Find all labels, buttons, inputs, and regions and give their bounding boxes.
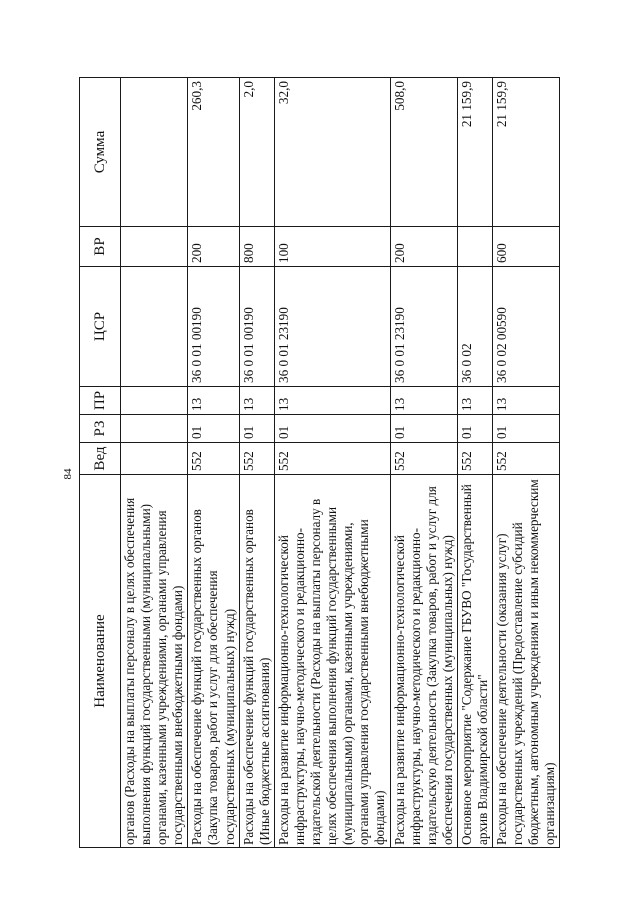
row-vr: 200 — [188, 227, 239, 267]
row-name: Расходы на развитие информационно-технологической инфраструктуры, научно-методического и редакционно-издательской деятельности (Расходы на выплаты персоналу в целях обеспечения выполнения функций государственными (муниципальными) органами, казенными учреждениями, органами управления государственными внебюджетными фондами) — [274, 475, 390, 848]
row-rz: 01 — [239, 415, 274, 443]
row-sum: 260,3 — [188, 78, 239, 227]
row-rz: 01 — [188, 415, 239, 443]
row-rz: 01 — [457, 415, 492, 443]
row-csr: 36 0 02 — [457, 267, 492, 387]
row-ved — [121, 443, 188, 475]
header-name: Наименование — [80, 475, 121, 848]
row-name: Расходы на обеспечение функций государственных органов (Закупка товаров, работ и услуг для обеспечения государственных (муниципальных) нужд) — [188, 475, 239, 848]
row-pr: 13 — [457, 387, 492, 415]
row-ved: 552 — [457, 443, 492, 475]
row-vr — [457, 227, 492, 267]
row-csr: 36 0 01 23190 — [390, 267, 457, 387]
row-ved: 552 — [390, 443, 457, 475]
row-sum: 21 159,9 — [457, 78, 492, 227]
row-name: Расходы на развитие информационно-технологической инфраструктуры, научно-методического и редакционно-издательскую деятельность (Закупка товаров, работ и услуг для обеспечения государственных (муниципальных) нужд) — [390, 475, 457, 848]
row-pr: 13 — [493, 387, 560, 415]
row-csr: 36 0 01 23190 — [274, 267, 390, 387]
row-sum: 21 159,9 — [493, 78, 560, 227]
table-row — [274, 78, 390, 848]
row-vr: 600 — [493, 227, 560, 267]
table-row — [239, 78, 274, 848]
row-ved: 552 — [493, 443, 560, 475]
row-rz: 01 — [274, 415, 390, 443]
row-name: Основное мероприятие "Содержание ГБУВО "Государственный архив Владимирской области" — [457, 475, 492, 848]
table-row — [390, 78, 457, 848]
rotated-page — [79, 78, 604, 848]
row-pr: 13 — [274, 387, 390, 415]
table-row — [188, 78, 239, 848]
row-pr: 13 — [239, 387, 274, 415]
row-pr: 13 — [390, 387, 457, 415]
row-sum — [121, 78, 188, 227]
row-ved: 552 — [274, 443, 390, 475]
table-row — [457, 78, 492, 848]
row-csr — [121, 267, 188, 387]
header-pr: ПР — [80, 387, 121, 415]
header-csr: ЦСР — [80, 267, 121, 387]
row-pr — [121, 387, 188, 415]
row-rz — [121, 415, 188, 443]
header-vr: ВР — [80, 227, 121, 267]
header-row — [80, 78, 121, 848]
row-csr: 36 0 01 00190 — [188, 267, 239, 387]
row-sum: 2,0 — [239, 78, 274, 227]
row-ved: 552 — [239, 443, 274, 475]
row-csr: 36 0 02 00590 — [493, 267, 560, 387]
row-sum: 32,0 — [274, 78, 390, 227]
table-row — [493, 78, 560, 848]
row-sum: 508,0 — [390, 78, 457, 227]
page-number: 84 — [62, 468, 74, 480]
row-vr — [121, 227, 188, 267]
row-name: Расходы на обеспечение деятельности (оказания услуг) государственных учреждений (Предоставление субсидий бюджетным, автономным учреждениям и иным некоммерческим организациям) — [493, 475, 560, 848]
row-rz: 01 — [493, 415, 560, 443]
table-row — [121, 78, 188, 848]
row-vr: 800 — [239, 227, 274, 267]
header-sum: Сумма — [80, 78, 121, 227]
row-vr: 200 — [390, 227, 457, 267]
row-vr: 100 — [274, 227, 390, 267]
header-ved: Вед — [80, 443, 121, 475]
row-name: Расходы на обеспечение функций государственных органов (Иные бюджетные ассигнования) — [239, 475, 274, 848]
row-ved: 552 — [188, 443, 239, 475]
header-rz: РЗ — [80, 415, 121, 443]
row-name: органов (Расходы на выплаты персоналу в целях обеспечения выполнения функций государственными (муниципальными) органами, казенными учреждениями, органами управления государственными внебюджетными фондами) — [121, 475, 188, 848]
row-csr: 36 0 01 00190 — [239, 267, 274, 387]
row-pr: 13 — [188, 387, 239, 415]
row-rz: 01 — [390, 415, 457, 443]
budget-table — [79, 77, 560, 848]
